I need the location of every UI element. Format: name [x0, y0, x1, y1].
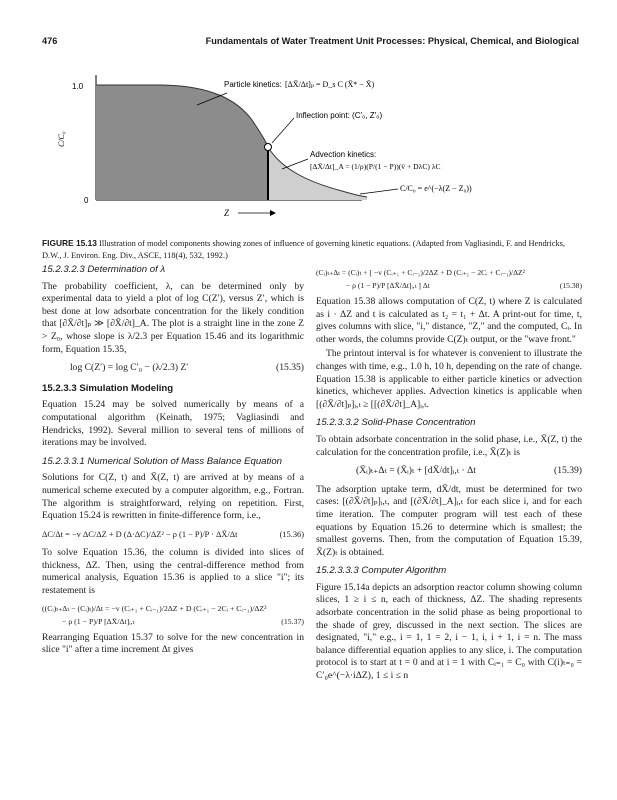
heading-simulation: 15.2.3.3 Simulation Modeling	[42, 382, 174, 394]
para-uptake: The adsorption uptake term, dX̄/dt, must be determined for two cases: [(∂X̄/∂t]ₚ]ᵢ,ₜ, and [(∂X̄/∂t]_A]ᵢ,ₜ for each slice i, and for each time iteration. The computer program will test each of these equations by Equation 15.26 to determine which is smallest; the smallest governs. Then, from the computation of Equation 15.39, X̄(Z)ₜ is obtained.	[316, 483, 582, 558]
left-column	[42, 262, 304, 659]
caption-label: FIGURE 15.13	[42, 238, 97, 248]
para-eq38: Equation 15.38 allows computation of C(Z, t) where Z is calculated as i · ΔZ and t is calculated as t₂ = t₁ + Δt. A print-out for time, t, gives columns with slice, "i," distance, "Z," and the computed, Cᵢ. In other words, the columns provide C(Z)ₜ output, or the "wave front."	[316, 296, 582, 345]
page-number: 476	[42, 36, 58, 46]
para-simulation: Equation 15.24 may be solved numerically by means of a computational algorithm (Keinath, 1975; Vagliasindi and Hendricks, 1992). Several million to several tens of millions of iterations may be involved.	[42, 399, 304, 449]
heading-determination: 15.2.3.2.3 Determination of λ	[42, 264, 166, 275]
advection-kinetics-label: Advection kinetics:	[310, 150, 377, 159]
eq35-body: log C(Z′) = log C′₀ − (λ/2.3) Z′	[70, 362, 189, 374]
equation-15-39	[316, 465, 582, 478]
heading-numerical: 15.2.3.3.1 Numerical Solution of Mass Balance Equation	[42, 455, 282, 467]
para-solid-phase: To obtain adsorbate concentration in the solid phase, i.e., X̄(Z, t) the calculation for the concentration profile, i.e., X̄(Z)ₜ is	[316, 433, 582, 458]
y-top-tick: 1.0	[72, 82, 84, 91]
eq39-body: (X̄ᵢ)ₜ₊Δₜ = (X̄ᵢ)ₜ + [dX̄/dt]ᵢ,ₜ · Δt	[356, 465, 476, 477]
figure-caption	[42, 237, 582, 262]
eq38-line1: (Cᵢ)ₜ₊Δₜ = (Cᵢ)ₜ + [ −v (Cᵢ₊₁ + Cᵢ₋₁)/2ΔZ + D (Cᵢ₊₁ − 2Cᵢ + Cᵢ₋₁)/ΔZ²	[316, 268, 525, 277]
particle-kinetics-equation: [ΔX̄/Δt]ₚ = D_s C (X̄* − X̄)	[285, 80, 375, 89]
y-axis-label: C/C₀	[57, 131, 66, 147]
advection-kinetics-equation: [ΔX̄/Δt]_A = (1/ρ)(P/(1 − P))(v̄ + DλC) λC	[310, 162, 441, 171]
para-numerical: Solutions for C(Z, t) and X̄(Z, t) are arrived at by means of a numerical scheme executed by a computer algorithm, e.g., Fortran. The algorithm is straightforward, relying on repetition. First, Equation 15.24 is rewritten in finite-difference form, i.e.,	[42, 472, 304, 522]
caption-text: Illustration of model components showing zones of influence of governing kinetic equations. (Adapted from Vagliasindi, F. and Hendricks, D.W., J. Environ. Eng. Div., ASCE, 118(4), 532, 1992.)	[42, 239, 566, 260]
para-central-difference: To solve Equation 15.36, the column is divided into slices of thickness, ΔZ. Then, using the central-difference method from numerical analysis, Equation 15.36 is applied to a slice "i"; its restatement is	[42, 547, 304, 597]
equation-15-37	[42, 602, 304, 628]
decay-pointer	[360, 189, 398, 194]
eq37-line2: − ρ (1 − P)/P [ΔX̄/Δt]ᵢ,ₜ	[62, 616, 135, 626]
eq39-number: (15.39)	[554, 465, 582, 477]
advection-pointer	[282, 159, 308, 169]
y-bottom-tick: 0	[84, 196, 89, 205]
eq37-number: (15.37)	[281, 616, 304, 626]
equation-15-38	[316, 266, 582, 292]
eq38-line2: − ρ (1 − P)/P [ΔX̄/Δt]ᵢ,ₜ ] Δt	[346, 281, 430, 290]
particle-kinetics-region	[96, 85, 268, 200]
inflection-marker	[265, 144, 272, 151]
x-arrow-head	[270, 210, 276, 216]
heading-solid-phase: 15.2.3.3.2 Solid-Phase Concentration	[316, 417, 476, 429]
right-column	[316, 262, 582, 685]
x-axis-label: Z	[224, 208, 230, 218]
eq38-number: (15.38)	[559, 281, 582, 290]
inflection-label: Inflection point: (C′₀, Z′₀)	[296, 111, 383, 120]
particle-kinetics-label: Particle kinetics:	[224, 80, 282, 89]
figure-15-13	[42, 55, 582, 225]
para-printout: The printout interval is for whatever is convenient to illustrate the changes with time, e.g., 1.0 h, 10 h, depending on the rate of change. Equation 15.38 is applicable to either particle kinetics or advection kinetics, whichever applies. Advection kinetics is applicable when [(∂X̄/∂t]ₚ]ᵢ,ₜ ≥ [[(∂X̄/∂t]_A]ᵢ,ₜ.	[316, 348, 582, 410]
running-title: Fundamentals of Water Treatment Unit Processes: Physical, Chemical, and Biological	[205, 36, 579, 46]
inflection-pointer	[272, 118, 294, 143]
equation-15-36	[42, 529, 304, 542]
eq37-line1: ((Cᵢ)ₜ₊Δₜ − (Cᵢ)ₜ)/Δt = −v (Cᵢ₊₁ + Cᵢ₋₁)/2ΔZ + D (Cᵢ₊₁ − 2Cᵢ + Cᵢ₋₁)/ΔZ²	[42, 603, 267, 613]
eq36-body: ΔC/Δt = −v ΔC/ΔZ + D (Δ·ΔC)/ΔZ² − ρ (1 − P)/P · ΔX̄/Δt	[42, 529, 238, 539]
para-algorithm: Figure 15.14a depicts an adsorption reactor column showing column slices, 1 ≥ i ≤ n, each of thickness, ΔZ. The shading represents adsorbate concentration in the solid phase as being proportional to the shade of grey, discussed in the next section. The slices are designated, "i," e.g., i = 1, 1 = 2, i − 1, i, i + 1, i = n. The mass balance differential equation applies to any slice, i. The computation protocol is to start at t = 0 and at i = 1 with Cᵢ₌₁ = C₀ with C(i)ₜ₌₀ = C′₀e^(−λ·iΔZ), 1 ≤ i ≤ n	[316, 581, 582, 682]
decay-equation: C/C₀ = e^(−λ(Z − Z₀))	[400, 184, 472, 193]
eq36-number: (15.36)	[279, 529, 304, 539]
para-rearranging: Rearranging Equation 15.37 to solve for the new concentration in slice "i" after a time increment Δt gives	[42, 631, 304, 656]
para-determination: The probability coefficient, λ, can be determined only by experimental data to yield a plot of log C(Z′), versus Z′, which is best done at low adsorbate concentration for the likely condition that [∂X̄/∂t]ₚ ≫ [∂X̄/∂t]_A. The plot is a straight line in the zone Z > Z₀, whose slope is λ/2.3 per Equation 15.46 and its logarithmic form, Equation 15.35,	[42, 280, 304, 355]
equation-15-35	[42, 362, 304, 375]
eq35-number: (15.35)	[276, 362, 304, 374]
heading-algorithm: 15.2.3.3.3 Computer Algorithm	[316, 565, 447, 577]
running-header	[42, 36, 579, 46]
